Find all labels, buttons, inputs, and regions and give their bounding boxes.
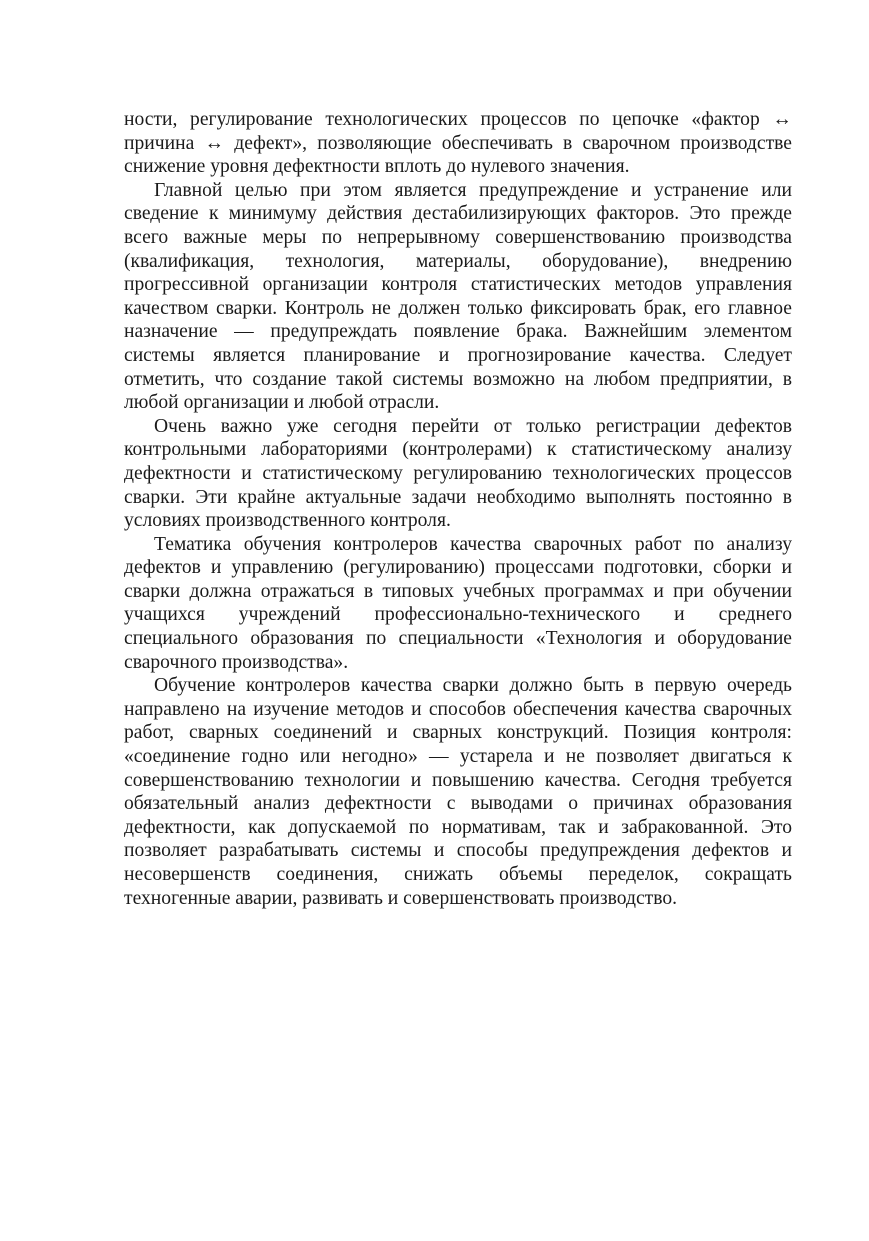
paragraph-3: Очень важно уже сегодня перейти от только регистрации дефектов контрольными лабораториями (контролерами) к статистическому анализу дефектности и статистическому регулированию технологических процессов сварки. Эти крайне актуальные задачи необходимо выполнять постоянно в условиях производственного контроля. <box>124 415 792 532</box>
paragraph-2: Главной целью при этом является предупреждение и устранение или сведение к минимуму действия дестабилизирующих факторов. Это прежде всего важные меры по непрерывному совершенствованию производства (квалификация, технология, материалы, оборудование), внедрению прогрессивной организации контроля статистических методов управления качеством сварки. Контроль не должен только фиксировать брак, его главное назначение — предупреждать появление брака. Важнейшим элементом системы является планирование и прогнозирование качества. Следует отметить, что создание такой системы возможно на любом предприятии, в любой организации и любой отрасли. <box>124 179 792 414</box>
page-body <box>124 108 792 910</box>
paragraph-4: Тематика обучения контролеров качества сварочных работ по анализу дефектов и управлению (регулированию) процессами подготовки, сборки и сварки должна отражаться в типовых учебных программах и при обучении учащихся учреждений профессионально-технического и среднего специального образования по специальности «Технология и оборудование сварочного производства». <box>124 533 792 673</box>
paragraph-5: Обучение контролеров качества сварки должно быть в первую очередь направлено на изучение методов и способов обеспечения качества сварочных работ, сварных соединений и сварных конструкций. Позиция контроля: «соединение годно или негодно» — устарела и не позволяет двигаться к совершенствованию технологии и повышению качества. Сегодня требуется обязательный анализ дефектности с выводами о причинах образования дефектности, как допускаемой по нормативам, так и забракованной. Это позволяет разрабатывать системы и способы предупреждения дефектов и несовершенств соединения, снижать объемы переделок, сокращать техногенные аварии, развивать и совершенствовать производство. <box>124 675 792 909</box>
paragraph-1: ности, регулирование технологических процессов по цепочке «фактор ↔ причина ↔ дефект», позволяющие обеспечивать в сварочном производстве снижение уровня дефектности вплоть до нулевого значения. <box>124 109 792 178</box>
